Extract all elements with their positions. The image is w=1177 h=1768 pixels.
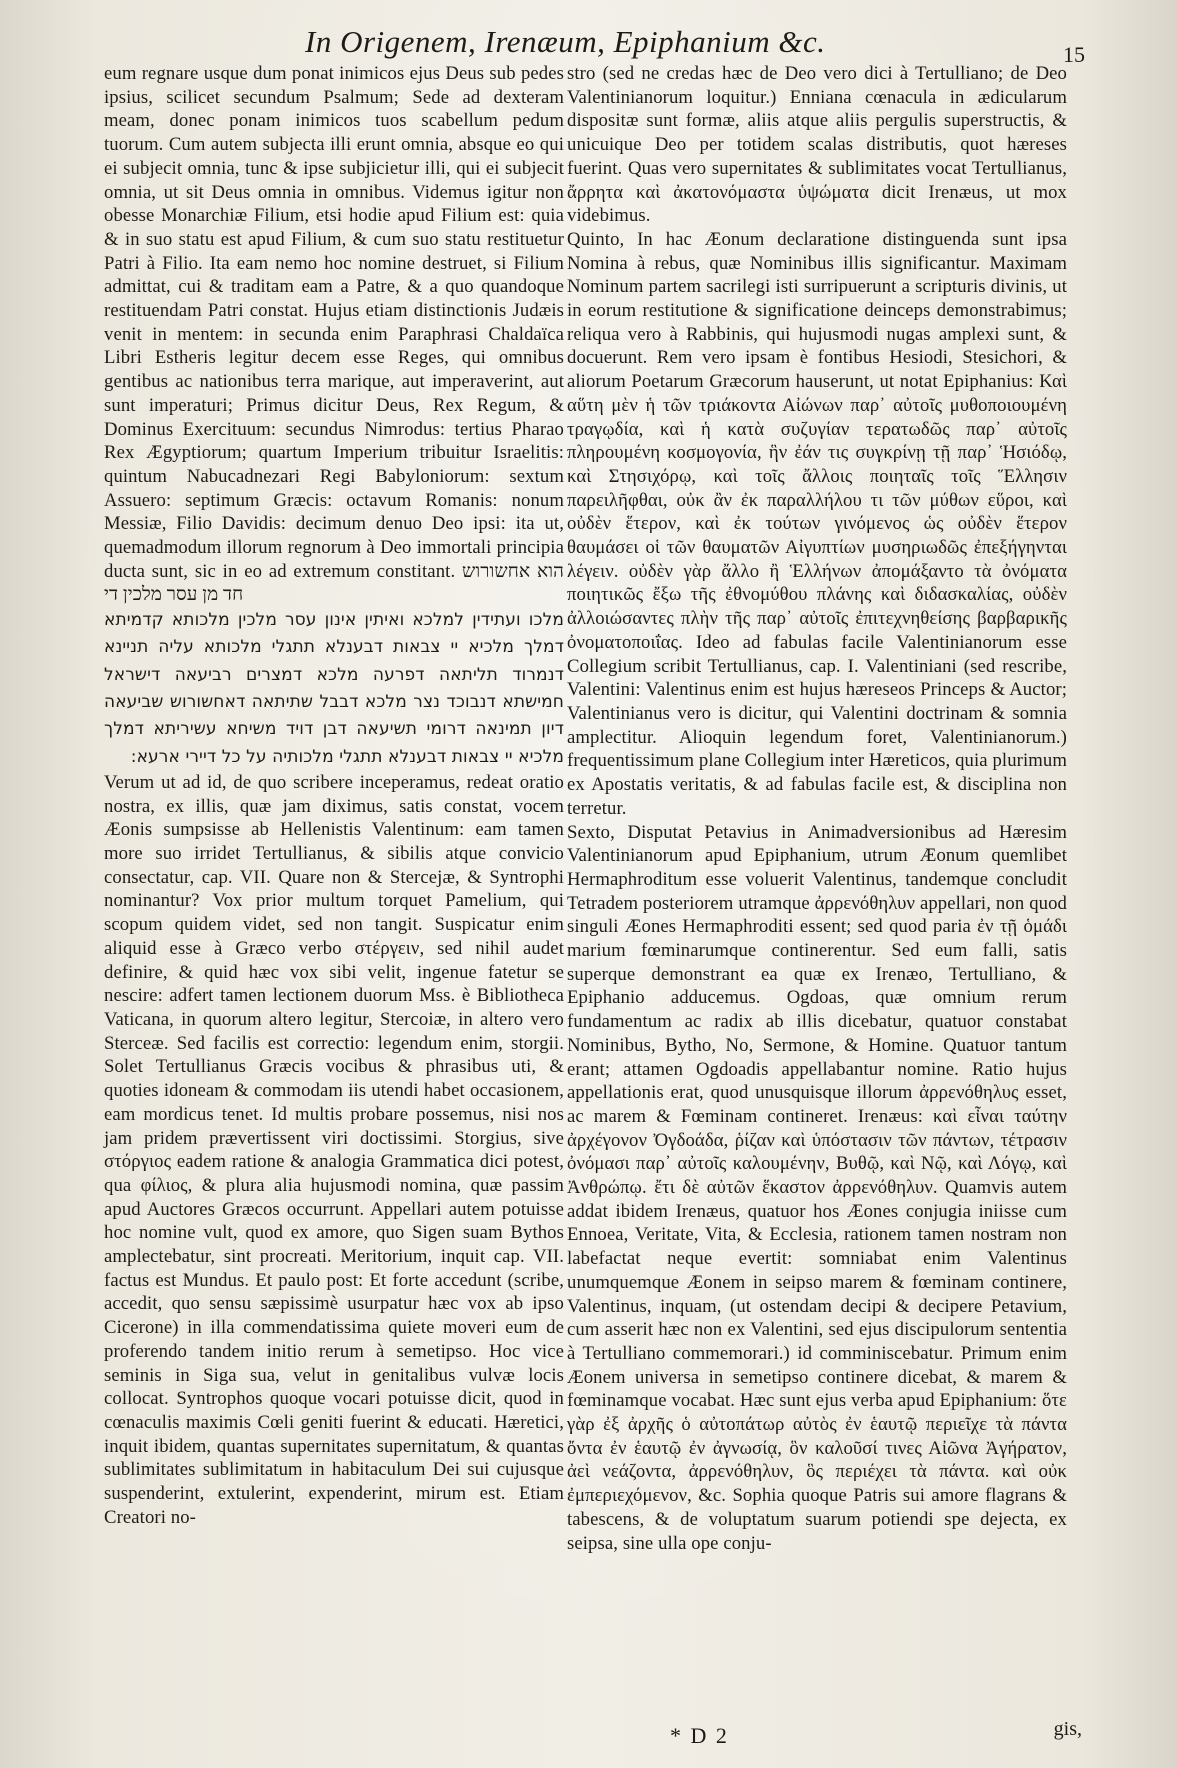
right-paragraph-2: Quinto, In hac Æonum declaratione distinguenda sunt ipsa Nomina à rebus, quæ Nominibus illis significantur. Maximam Nominum partem sacrilegi isti surripuerunt a scripturis divinis, ut in eorum restitutione & significatione deinceps demonstrabimus; reliqua vero à Rabbinis, qui hujusmodi nugas amplexi sunt, & docuerunt. Rem vero ipsam è fontibus Hesiodi, Stesichori, & aliorum Poetarum Græcorum hauserunt, ut notat Epiphanius: Καὶ αὕτη μὲν ἡ τῶν τριάκοντα Αἰώνων παρ᾽ αὐτοῖς μυθοποιουμένη τραγῳδία, καὶ ἡ κατὰ συζυγίαν τερατωδῶς παρ᾽ αὐτοῖς πληρουμένη κοσμογονία, ἣν ἐάν τις συγκρίνῃ τῇ παρ᾽ Ἡσιόδῳ, καὶ Στησιχόρῳ, καὶ τοῖς ἄλλοις ποιηταῖς τοῖς Ἕλλησιν παρειλῆφθαι, οὐκ ἂν ἐκ παραλλήλου τι τῶν μύθων εὕροι, καὶ οὐδὲν ἕτερον, καὶ ἐκ τούτων γινόμενος ὡς οὐδὲν ἕτερον θαυμάσει οἱ τῶν θαυματῶν Αἰγυπτίων μυσηριωδῶς ἐπεξήγηνται λέγειν. οὐδὲν γὰρ ἄλλο ἢ Ἑλλήνων ἀπομάξαντο τὰ ὀνόματα ποιητικῶς ἔξω τῆς ἐθνομύθου πλάνης καὶ διδασκαλίας, οὐδὲν ἀλλοιώσαντες πλὴν τῆς παρ᾽ αὐτοῖς ἐπιτεχνηθείσης βαρβαρικῆς ὀνοματοποιΐας. Ideo ad fabulas facile Valentinianorum esse Collegium scribit Tertullianus, cap. I. Valentiniani (sed rescribe, Valentini: Valentinus enim est hujus hæreseos Princeps & Auctor; Valentinianus vero is dicitur, qui Valentini doctrinam & somnia amplectitur. Alioquin legendum foret, Valentinianorum.) frequentissimum plane Collegium inter Hæreticos, quia plurimum ex Apostatis veritatis, & ad fabulas facile est, & disciplina non terretur. <box>567 228 1067 819</box>
signature-mark: * D 2 <box>670 1723 729 1748</box>
right-column <box>567 62 1067 1555</box>
running-head <box>0 22 1177 67</box>
hebrew-quotation: מלכו ועתידין למלכא ואיתין אינון עסר מלכין מלכותא קדמיתא דמלך מלכיא יי צבאות דבענלא תתגלי מלכותא עליה תניינא דנמרוד תליתאה דפרעה מלכא דמצרים רביעאה דישראל חמישתא דנבוכד נצר מלכא דבבל שתיתאה דאחשורוש שביעאה דיון תמינאה דרומי תשיעאה דבן דויד משיחא עשיריתא דמלך מלכיא יי צבאות דבענלא תתגלי מלכותיה על כל דיירי ארעא: <box>104 610 564 767</box>
left-paragraph-2: Verum ut ad id, de quo scribere inceperamus, redeat oratio nostra, ex illis, quæ jam diximus, satis constat, vocem Æonis sumpsisse ab Hellenistis Valentinum: eam tamen more suo irridet Tertullianus, & sibilis atque convicio consectatur, cap. VII. Quare non & Stercejæ, & Syntrophi nominantur? Vox prior multum torquet Pamelium, qui scopum quidem videt, sed non tangit. Suspicatur enim aliquid esse à Græco verbo στέργειν, sed nihil audet definire, & quid hæc vox sibi velit, ingenue fatetur se nescire: adfert tamen lectionem duorum Mss. è Bibliotheca Vaticana, in quorum altero legitur, Stercoiæ, in altero vero Sterceæ. Sed facilis est correctio: legendum enim, storgii. Solet Tertullianus Græcis vocibus & phrasibus uti, & quoties idoneam & commodam iis utendi habet occasionem, eam mordicus tenet. Id multis probare possemus, nisi nos jam pridem prævertissent viri doctissimi. Storgius, sive στόργιος eadem ratione & analogia Grammatica dici potest, qua φίλιος, & plura alia hujusmodi nomina, quæ passim apud Auctores Græcos occurrunt. Appellari autem potuisse hoc nomine vult, quod ex amore, quo Sigen suam Bythos amplectebatur, sint procreati. Meritorium, inquit cap. VII. factus est Mundus. Et paulo post: Et forte accedunt (scribe, accedit, quo sensu sæpissimè usurpatur hæc vox ab ipso Cicerone) in illa commendatissima quiete moveri eum de proferendo tandem initio rerum à semetipso. Hoc vice seminis in Siga sua, velut in genitalibus vulvæ locis collocat. Syntrophos quoque vocari potuisse dicit, quod in cœnaculis maximis Cœli geniti fuerint & educati. Hæretici, inquit ibidem, quantas supernitates supernitatum, & quantas sublimitates sublimitatum in habitaculum Dei sui cujusque suspenderint, extulerint, expenderint, mirum est. Etiam Creatori no- <box>104 771 564 1528</box>
catchword: gis, <box>1053 1718 1082 1740</box>
right-paragraph-1: stro (sed ne credas hæc de Deo vero dici à Tertulliano; de Deo Valentinianorum loquitur.) Enniana cœnacula in ædicularum dispositæ sunt formæ, aliis atque aliis pergulis superstructis, & unicuique Deo per totidem scalas distributis, quot hæreses fuerint. Quas vero supernitates & sublimitates vocat Tertullianus, ἄρρητα καὶ ἀκατονόμαστα ὑψώματα dicit Irenæus, ut mox videbimus. <box>567 63 1067 227</box>
right-paragraph-3: Sexto, Disputat Petavius in Animadversionibus ad Hæresim Valentinianorum apud Epiphanium, utrum Æonum quemlibet Hermaphroditum esse voluerit Valentinus, tandemque concludit Tetradem posteriorem utramque ἀρρενόθηλυν appellari, non quod singuli Æones Hermaphroditi essent; sed quod paria ἐν τῇ ὁμάδι marium fœminarumque continerentur. Sed eum falli, satis superque demonstrant ea quæ ex Irenæo, Tertulliano, & Epiphanio adducemus. Ogdoas, quæ omnium rerum fundamentum ac radix ab illis dicebatur, quatuor constabat Nominibus, Bytho, No, Sermone, & Homine. Quatuor tantum erant; attamen Ogdoadis appellabantur nomine. Ratio hujus appellationis erat, quod unusquisque illorum ἀρρενόθηλυς esset, ac marem & Fœminam contineret. Irenæus: καὶ εἶναι ταύτην ἀρχέγονον Ὀγδοάδα, ῥίζαν καὶ ὑπόστασιν τῶν πάντων, τέτρασιν ὀνόμασι παρ᾽ αὐτοῖς καλουμένην, Βυθῷ, καὶ Νῷ, καὶ Λόγῳ, καὶ Ἀνθρώπῳ. ἔτι δὲ αὐτῶν ἕκαστον ἀρρενόθηλυν. Quamvis autem addat ibidem Irenæus, quatuor hos Æones conjugia iniisse cum Ennoea, Veritate, Vita, & Ecclesia, rationem tamen nostram non labefactat neque evertit: somniabat enim Valentinus unumquemque Æonem in seipso marem & fœminam continere, Valentinus, inquam, (ut ostendam decipi & decipere Petavium, cum asserit hæc non ex Valentini, sed ejus discipulorum sententia à Tertulliano commemorari.) id comminiscebatur. Primum enim Æonem universa in semetipso continere dicebat, & marem & fœminamque vocabat. Hæc sunt ejus verba apud Epiphanium: ὅτε γὰρ ἐξ ἀρχῆς ὁ αὐτοπάτωρ αὐτὸς ἐν ἑαυτῷ περιεῖχε τὰ πάντα ὄντα ἐν ἑαυτῷ ἐν ἀγνωσίᾳ, ὃν καλοῦσί τινες Αἰῶνα Ἀγήρατον, ἀεὶ νεάζοντα, ἀρρενόθηλυν, ὃς περιέχει τὰ πάντα. καὶ οὐκ ἐμπεριεχόμενον, &c. Sophia quoque Patris sui amore flagrans & tabescens, & de voluptatum suarum potiendi spe dejecta, ex seipsa, sine ulla ope conju- <box>567 821 1067 1554</box>
page-number: 15 <box>1063 42 1085 67</box>
page-title: In Origenem, Irenæum, Epiphanium &c. <box>305 24 826 59</box>
left-column <box>104 62 564 1529</box>
left-paragraph-1: eum regnare usque dum ponat inimicos ejus Deus sub pedes ipsius, scilicet secundum Psalmum; Sede ad dexteram meam, donec ponam inimicos tuos scabellum pedum tuorum. Cum autem subjecta illi erunt omnia, absque eo qui ei subjecit omnia, tunc & ipse subjicietur illi, qui ei subjecit omnia, ut sit Deus omnia in omnibus. Videmus igitur non obesse Monarchiæ Filium, etsi hodie apud Filium est: quia & in suo statu est apud Filium, & cum suo statu restituetur Patri à Filio. Ita eam nemo hoc nomine destruet, si Filium admittat, cui & traditam eam a Patre, & a quo quandoque restituendam Patri constat. Hujus etiam distinctionis Judæis venit in mentem: in secunda enim Paraphrasi Chaldaïca Libri Estheris legitur decem esse Reges, qui omnibus gentibus ac nationibus terra marique, aut imperaverint, aut sunt imperaturi; Primus dicitur Deus, Rex Regum, & Dominus Exercituum: secundus Nimrodus: tertius Pharao Rex Ægyptiorum; quartum Imperium tribuitur Israelitis: quintum Nabucadnezari Regi Babyloniorum: sextum Assuero: septimum Græcis: octavum Romanis: nonum Messiæ, Filio Davidis: decimum denuo Deo ipsi: ita ut, quemadmodum illorum regnorum à Deo immortali principia ducta sunt, sic in eo ad extremum constitant. הוא אחשורוש חד מן עסר מלכין די <box>104 63 565 606</box>
